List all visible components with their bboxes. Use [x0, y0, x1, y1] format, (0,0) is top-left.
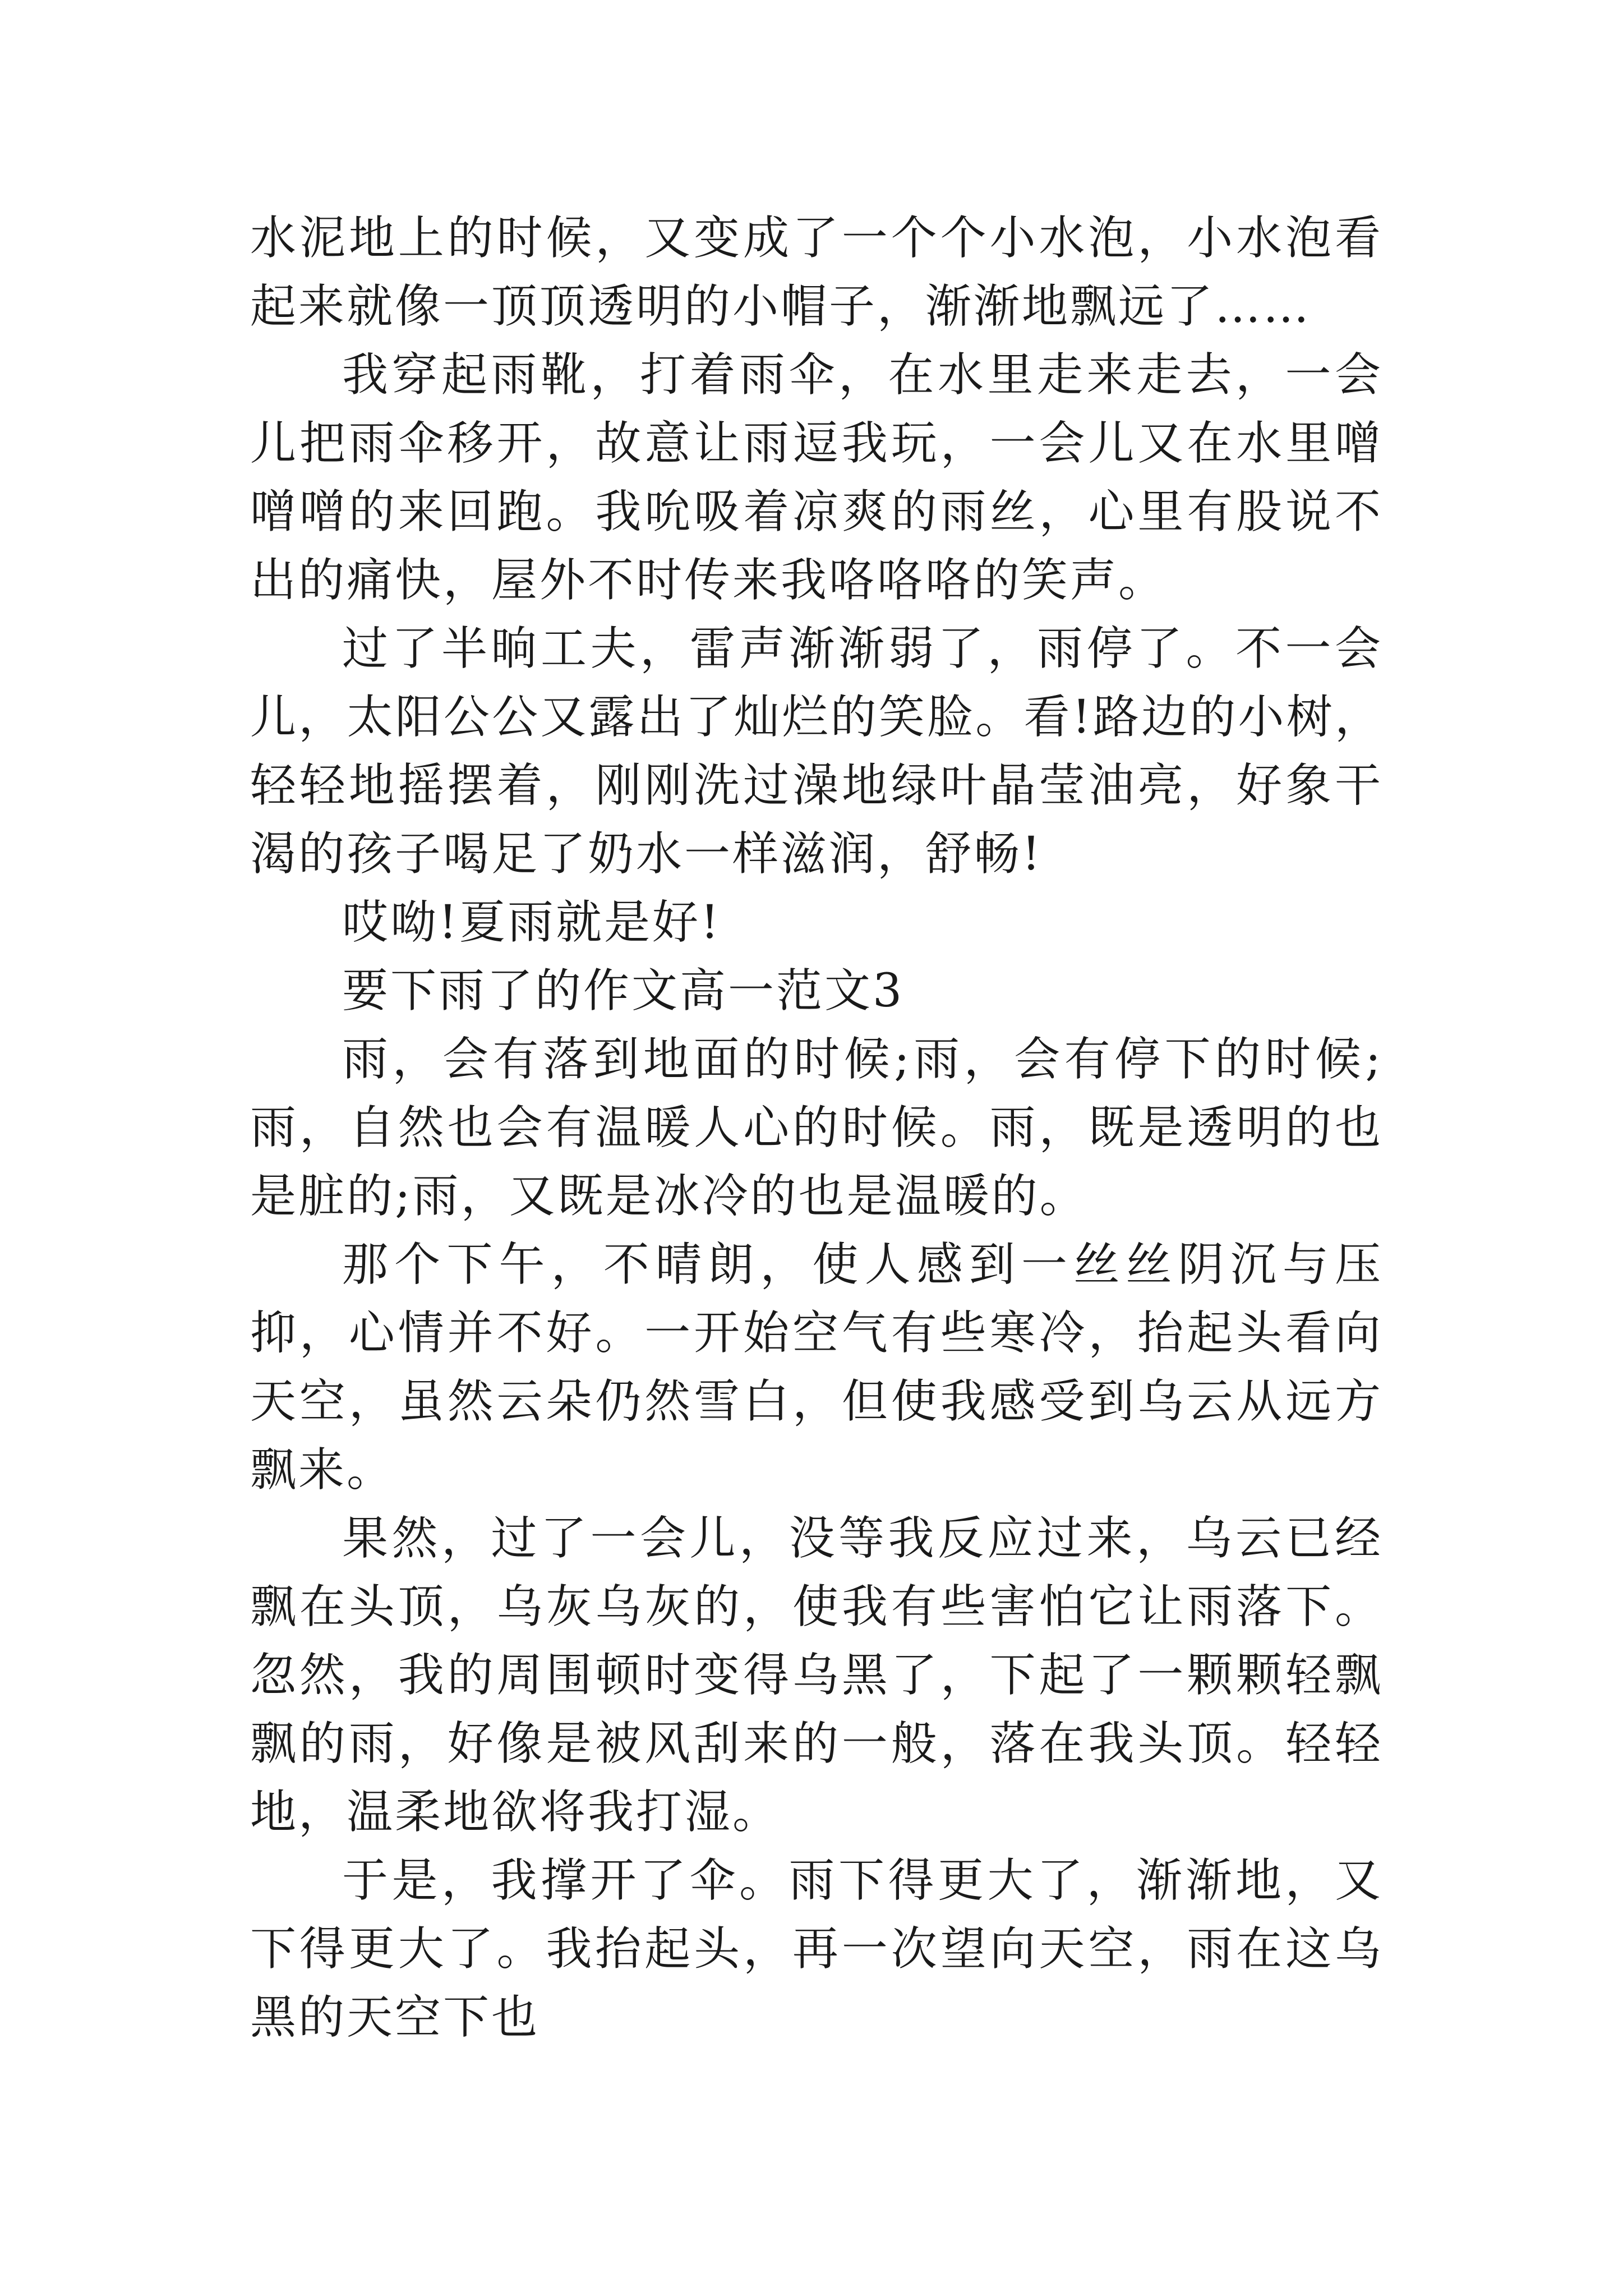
paragraph: 果然，过了一会儿，没等我反应过来，乌云已经飘在头顶，乌灰乌灰的，使我有些害怕它让雨落下。忽然，我的周围顿时变得乌黑了，下起了一颗颗轻飘飘的雨，好像是被风刮来的一般，落在我头顶。轻轻地，温柔地欲将我打湿。	[250, 1512, 1383, 1839]
paragraph: 雨，会有落到地面的时候;雨，会有停下的时候;雨，自然也会有温暖人心的时候。雨，既是透明的也是脏的;雨，又既是冰冷的也是温暖的。	[250, 1033, 1383, 1223]
document-body	[250, 204, 1383, 2052]
section-heading: 要下雨了的作文高一范文3	[342, 964, 905, 1018]
paragraph: 水泥地上的时候，又变成了一个个小水泡，小水泡看起来就像一顶顶透明的小帽子，渐渐地飘远了……	[250, 211, 1383, 333]
paragraph: 我穿起雨靴，打着雨伞，在水里走来走去，一会儿把雨伞移开，故意让雨逗我玩，一会儿又在水里噌噌噌的来回跑。我吮吸着凉爽的雨丝，心里有股说不出的痛快，屋外不时传来我咯咯咯的笑声。	[250, 348, 1383, 607]
paragraph: 过了半晌工夫，雷声渐渐弱了，雨停了。不一会儿，太阳公公又露出了灿烂的笑脸。看!路边的小树，轻轻地摇摆着，刚刚洗过澡地绿叶晶莹油亮，好象干渴的孩子喝足了奶水一样滋润，舒畅!	[250, 622, 1383, 881]
paragraph: 那个下午，不晴朗，使人感到一丝丝阴沉与压抑，心情并不好。一开始空气有些寒冷，抬起头看向天空，虽然云朵仍然雪白，但使我感受到乌云从远方飘来。	[250, 1238, 1383, 1497]
paragraph: 哎呦!夏雨就是好!	[342, 896, 721, 949]
paragraph: 于是，我撑开了伞。雨下得更大了，渐渐地，又下得更大了。我抬起头，再一次望向天空，雨在这乌黑的天空下也	[250, 1854, 1383, 2044]
